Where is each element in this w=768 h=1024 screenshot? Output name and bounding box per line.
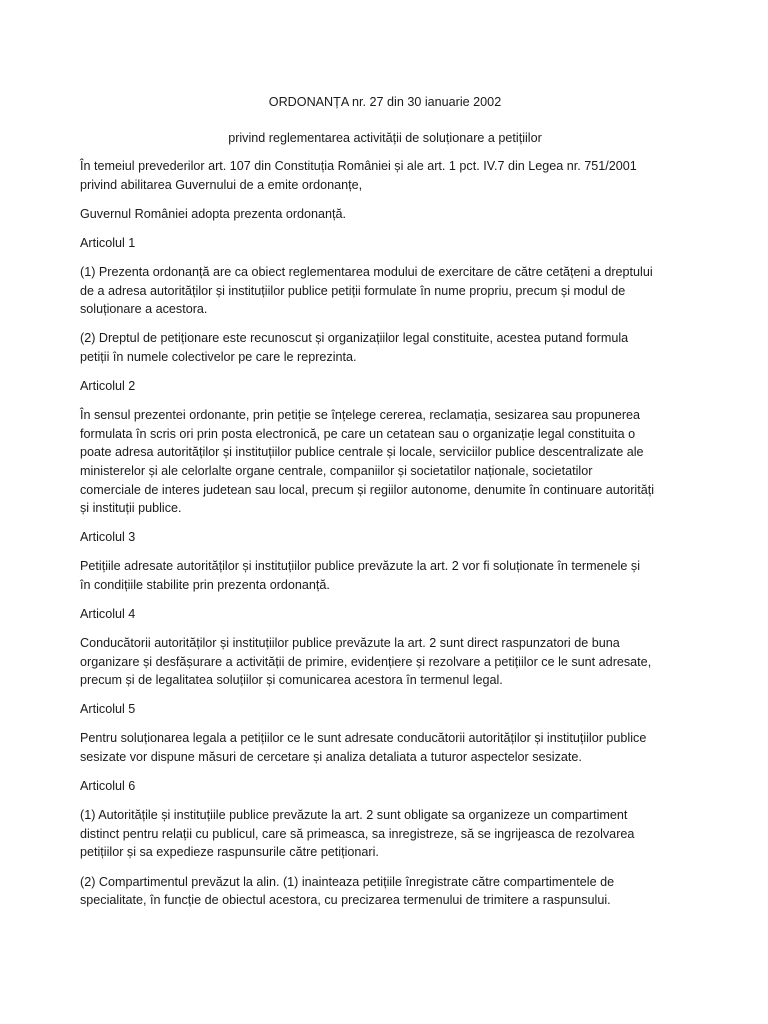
article-paragraph: Pentru soluționarea legala a petițiilor ce le sunt adresate conducătorii autorităților și instituțiilor publice sesizate vor dispune măsuri de cercetare și analiza detaliata a tuturor aspectelor sesizate. xyxy=(80,731,647,765)
article-3 xyxy=(80,528,690,594)
article-2 xyxy=(80,377,690,518)
article-1 xyxy=(80,234,690,367)
article-6 xyxy=(80,777,690,910)
article-paragraph: În sensul prezentei ordonante, prin petiție se înțelege cererea, reclamația, sesizarea sau propunerea formulata în scris ori prin posta electronică, pe care un cetatean sau o organizație legal constituita o poate adresa autorităților și instituțiilor publice centrale și locale, serviciilor publice descentralizate ale ministerelor și ale celorlalte organe centrale, companiilor și societatilor naționale, societatilor comerciale de interes judetean sau local, precum și regiilor autonome, denumite în continuare autorități și instituții publice. xyxy=(80,408,655,516)
article-5 xyxy=(80,700,690,766)
article-paragraph: Petițiile adresate autorităților și instituțiilor publice prevăzute la art. 2 vor fi soluționate în termenele și în condițiile stabilite prin prezenta ordonanță. xyxy=(80,559,640,592)
article-heading: Articolul 3 xyxy=(80,530,136,545)
document-body xyxy=(80,93,690,920)
adoption-paragraph: Guvernul României adopta prezenta ordonanță. xyxy=(80,206,347,221)
article-paragraph: (2) Dreptul de petiționare este recunoscut și organizațiilor legal constituite, acestea putand formula petiții în numele colectivelor pe care le reprezinta. xyxy=(80,331,629,364)
article-heading: Articolul 1 xyxy=(80,235,136,250)
article-heading: Articolul 2 xyxy=(80,379,136,394)
preamble-paragraph: În temeiul prevederilor art. 107 din Constituția României și ale art. 1 pct. IV.7 din Legea nr. 751/2001 privind abilitarea Guvernului de a emite ordonanțe, xyxy=(80,159,637,192)
document-title: ORDONANȚA nr. 27 din 30 ianuarie 2002 xyxy=(268,95,502,109)
article-paragraph: (2) Compartimentul prevăzut la alin. (1) inainteaza petițiile înregistrate către compartimentele de specialitate, în funcție de obiectul acestora, cu precizarea termenului de trimitere a raspunsului. xyxy=(80,874,615,908)
document-subtitle: privind reglementarea activității de soluționare a petițiilor xyxy=(228,130,542,145)
article-paragraph: (1) Prezenta ordonanță are ca obiect reglementarea modului de exercitare de către cetățeni a dreptului de a adresa autorităților și instituțiilor publice petiții formulate în nume propriu, precum și modul de soluționare a acestora. xyxy=(80,265,653,317)
article-paragraph: (1) Autoritățile și instituțiile publice prevăzute la art. 2 sunt obligate sa organizeze un compartiment distinct pentru relații cu publicul, care să primeasca, sa inregistreze, să se ingrijeasca de rezolvarea petițiilor și sa expedieze raspunsurile către petiționari. xyxy=(80,808,635,860)
article-heading: Articolul 4 xyxy=(80,606,136,621)
article-paragraph: Conducătorii autorităților și instituțiilor publice prevăzute la art. 2 sunt direct raspunzatori de buna organizare și desfășurare a activității de primire, evidențiere și rezolvare a petițiilor ce le sunt adresate, precum și de legalitatea soluțiilor și comunicarea acestora în termenul legal. xyxy=(80,636,652,688)
article-heading: Articolul 5 xyxy=(80,702,136,717)
article-heading: Articolul 6 xyxy=(80,779,136,794)
article-4 xyxy=(80,605,690,690)
